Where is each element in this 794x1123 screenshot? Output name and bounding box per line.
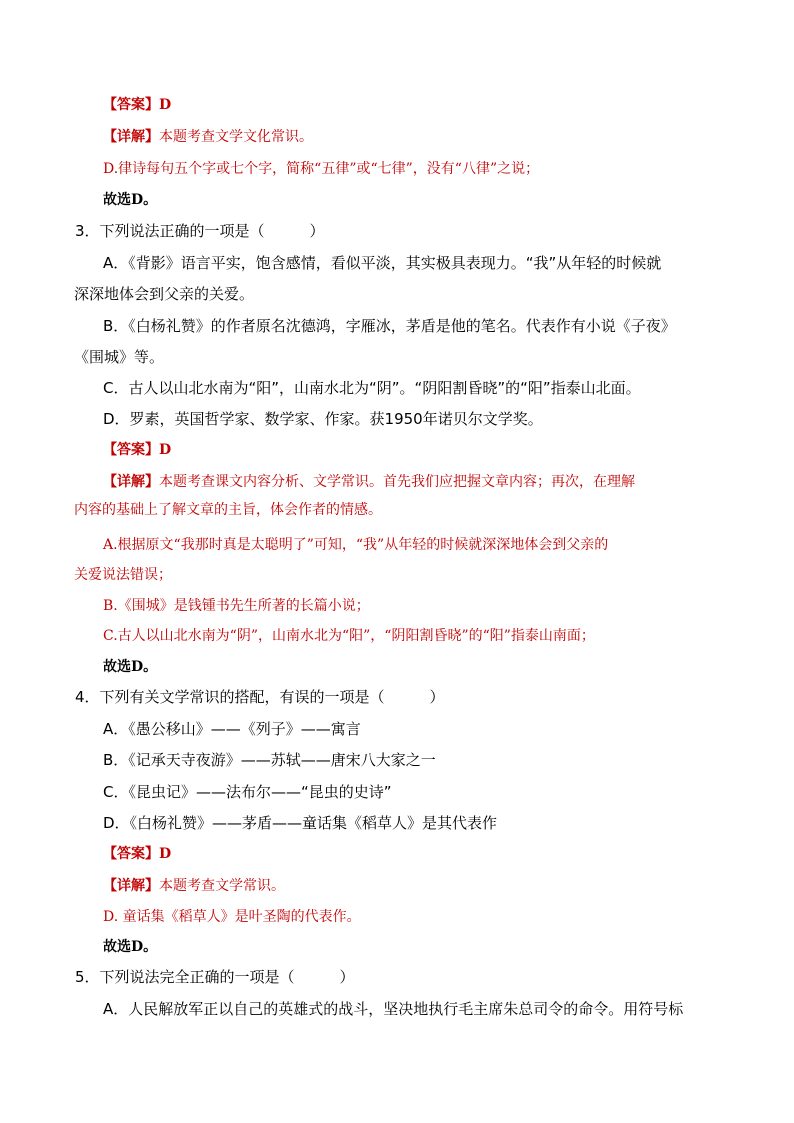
detail-text: 本题考查文学常识。 [159,878,285,894]
answer-label: 【答案】 [103,846,159,862]
detail-text: 本题考查文学文化常识。 [159,129,313,145]
note-c: C.古人以山北水南为“阴”，山南水北为“阳”，“阴阳割昏晓”的“阳”指泰山南面； [103,628,595,644]
question-stem: 4．下列有关文学常识的搭配，有误的一项是（ ） [75,688,445,706]
detail-label: 【详解】 [103,129,159,145]
answer-line [103,844,171,864]
option-a: A．《背影》语言平实，饱含感情，看似平淡，其实极具表现力。“我”从年轻的时候就 [103,254,662,272]
answer-value: D [159,442,172,458]
detail-line [103,876,285,896]
option-c: C．古人以山北水南为“阳”，山南水北为“阴”。“阴阳割昏晓”的“阳”指泰山北面。 [103,379,641,397]
option-d: D．《白杨礼赞》——茅盾——童话集《稻草人》是其代表作 [103,814,498,832]
option-c: C．《昆虫记》——法布尔——“昆虫的史诗” [103,783,392,801]
option-d: D．罗素，英国哲学家、数学家、作家。获1950年诺贝尔文学奖。 [103,410,543,428]
detail-line [103,127,313,147]
answer-value: D [159,97,172,113]
question-stem: 3．下列说法正确的一项是（ ） [75,222,325,240]
detail-label: 【详解】 [103,878,159,894]
option-b: B．《白杨礼赞》的作者原名沈德鸿，字雁冰，茅盾是他的笔名。代表作有小说《子夜》 [103,317,676,335]
detail-line [103,472,635,492]
answer-label: 【答案】 [103,442,159,458]
detail-text: 本题考查课文内容分析、文学常识。首先我们应把握文章内容；再次，在理解 [159,474,635,490]
option-a: A．《愚公移山》——《列子》——寓言 [103,720,361,738]
final-answer: 故选D。 [103,659,158,675]
answer-value: D [159,846,172,862]
answer-line [103,440,171,460]
option-b: B．《记承天寺夜游》——苏轼——唐宋八大家之一 [103,751,436,769]
option-b-cont: 《围城》等。 [74,348,165,366]
question-stem: 5．下列说法完全正确的一项是（ ） [75,968,355,986]
final-answer: 故选D。 [103,192,158,208]
answer-label: 【答案】 [103,97,159,113]
detail-label: 【详解】 [103,474,159,490]
note-a-cont: 关爱说法错误； [74,567,172,583]
detail-cont: 内容的基础上了解文章的主旨，体会作者的情感。 [74,502,382,518]
answer-line [103,95,171,115]
note-b: B.《围城》是钱锺书先生所著的长篇小说； [103,598,370,614]
note-d: D. 童话集《稻草人》是叶圣陶的代表作。 [103,909,361,925]
final-answer: 故选D。 [103,939,158,955]
option-a-cont: 深深地体会到父亲的关爱。 [74,285,255,303]
note-a: A.根据原文“我那时真是太聪明了”可知，“我”从年轻的时候就深深地体会到父亲的 [103,537,609,553]
option-a: A．人民解放军正以自己的英雄式的战斗，坚决地执行毛主席朱总司令的命令。用符号标 [103,1000,684,1018]
note-d: D.律诗每句五个字或七个字，简称“五律”或“七律”，没有“八律”之说； [103,161,540,177]
